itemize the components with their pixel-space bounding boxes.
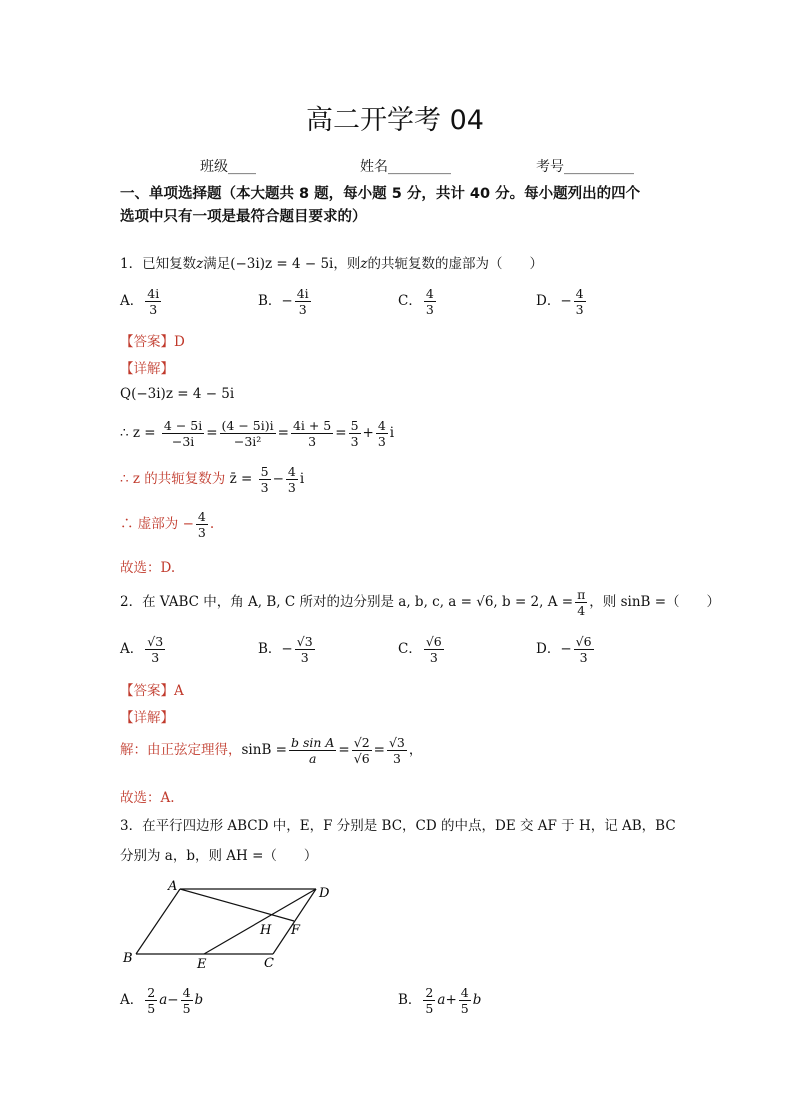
step-text: z̄ = xyxy=(229,471,253,487)
numerator: √2 xyxy=(353,735,370,750)
numerator: 4 xyxy=(460,985,469,1000)
q3-stem-line2: 分别为 a，b，则 AH =（ ） xyxy=(120,848,318,864)
numerator: 5 xyxy=(260,464,269,479)
numerator: 4 − 5i xyxy=(163,418,203,433)
step-text: i xyxy=(389,425,395,441)
denominator: 5 xyxy=(425,1001,434,1016)
operator: + xyxy=(445,992,457,1008)
q3-stem-line1: 3．在平行四边形 ABCD 中，E，F 分别是 BC，CD 的中点，DE 交 AF 于 H，记 AB，BC xyxy=(120,818,676,834)
option-label: D． xyxy=(536,293,561,309)
q1-detail-heading: 【详解】 xyxy=(120,361,174,377)
option-fraction xyxy=(145,286,161,317)
option-fraction xyxy=(424,286,436,317)
q2-stem-text-b: ，则 sinB =（ ） xyxy=(589,594,721,610)
fraction xyxy=(289,735,336,766)
q1-stem-text-d: 的共轭复数的虚部为（ ） xyxy=(367,256,543,272)
numerator: 4 xyxy=(575,286,584,301)
operator: − xyxy=(167,992,179,1008)
fraction xyxy=(349,418,361,449)
q1-stem-var-z: z xyxy=(196,256,204,272)
label-e: E xyxy=(197,957,207,971)
q2-solution xyxy=(120,735,422,766)
q1-step-1: Q(−3i)z = 4 − 5i xyxy=(120,386,235,402)
numerator: 5 xyxy=(350,418,359,433)
numerator: 4 xyxy=(182,985,191,1000)
denominator: 3 xyxy=(300,650,309,665)
q2-option-b xyxy=(258,634,317,665)
denominator: 3 xyxy=(429,650,438,665)
step-text: ∴ z 的共轭复数为 xyxy=(120,471,226,487)
numerator: 4i xyxy=(296,286,309,301)
id-field: 考号__________ xyxy=(536,159,634,175)
name-field: 姓名_________ xyxy=(360,159,451,175)
option-sign: − xyxy=(560,293,572,309)
fraction xyxy=(145,985,157,1016)
fraction xyxy=(376,418,388,449)
numerator: √6 xyxy=(425,634,442,649)
q1-stem xyxy=(120,252,543,272)
q1-stem-text-a: 1．已知复数 xyxy=(120,256,197,272)
denominator: −3i² xyxy=(233,434,262,449)
q3-parallelogram-figure xyxy=(118,876,338,971)
segment-de xyxy=(204,889,316,954)
vector-a: a xyxy=(437,992,446,1008)
label-c: C xyxy=(264,956,274,971)
denominator: 3 xyxy=(287,480,296,495)
numerator: √6 xyxy=(575,634,592,649)
q2-option-a xyxy=(120,634,167,665)
q1-choose: 故选：D. xyxy=(120,560,176,576)
numerator: 4 xyxy=(197,509,206,524)
step-text: ∴ z = xyxy=(120,425,156,441)
denominator: 3 xyxy=(350,434,359,449)
q1-option-d xyxy=(536,286,588,317)
denominator: 3 xyxy=(260,480,269,495)
q1-option-c xyxy=(398,286,438,317)
q2-stem xyxy=(120,587,720,618)
option-label: B． xyxy=(398,992,422,1008)
numerator: 4i + 5 xyxy=(292,418,332,433)
option-label: B． xyxy=(258,641,282,657)
denominator: 3 xyxy=(298,302,307,317)
q1-stem-text-b: 满足 xyxy=(203,256,231,272)
vector-b: b xyxy=(472,992,482,1008)
numerator: √3 xyxy=(388,735,405,750)
fraction xyxy=(181,985,193,1016)
numerator: b sin A xyxy=(290,735,335,750)
denominator: 4 xyxy=(577,603,586,618)
numerator: √3 xyxy=(296,634,313,649)
edge-dc xyxy=(273,889,316,954)
denominator: −3i xyxy=(171,434,195,449)
option-fraction xyxy=(295,634,315,665)
option-label: D． xyxy=(536,641,561,657)
label-a: A xyxy=(168,879,178,894)
denominator: 3 xyxy=(392,751,401,766)
q2-option-c xyxy=(398,634,446,665)
label-h: H xyxy=(260,923,272,938)
operator: = xyxy=(335,425,347,441)
section-heading-line2: 选项中只有一项是最符合题目要求的） xyxy=(120,209,367,225)
fraction xyxy=(459,985,471,1016)
numerator: 4 xyxy=(377,418,386,433)
numerator: π xyxy=(577,587,586,602)
numerator: 4i xyxy=(147,286,160,301)
fraction xyxy=(196,509,208,540)
q1-step-4 xyxy=(120,509,214,540)
fraction xyxy=(259,464,271,495)
fraction xyxy=(575,587,587,618)
step-text: sinB = xyxy=(241,742,287,758)
edge-ab xyxy=(136,889,180,954)
denominator: 3 xyxy=(149,302,158,317)
step-text: . xyxy=(209,516,215,532)
option-label: C． xyxy=(398,641,422,657)
option-label: A． xyxy=(120,641,144,657)
option-fraction xyxy=(295,286,311,317)
option-label: A． xyxy=(120,992,144,1008)
q2-detail-heading: 【详解】 xyxy=(120,710,174,726)
fraction xyxy=(352,735,372,766)
numerator: 2 xyxy=(147,985,156,1000)
numerator: 4 xyxy=(287,464,296,479)
denominator: 3 xyxy=(377,434,386,449)
label-b: B xyxy=(123,951,133,966)
q3-option-a xyxy=(120,985,203,1016)
step-text: i xyxy=(299,471,305,487)
step-text: ∴ 虚部为 − xyxy=(120,516,194,532)
denominator: √6 xyxy=(353,751,370,766)
numerator: √3 xyxy=(147,634,164,649)
operator: = xyxy=(277,425,289,441)
denominator: 5 xyxy=(147,1001,156,1016)
operator: = xyxy=(373,742,385,758)
step-text: ， xyxy=(408,742,423,758)
operator: = xyxy=(206,425,218,441)
option-fraction xyxy=(574,634,594,665)
q1-stem-equation: (−3i)z = 4 − 5i xyxy=(230,256,334,272)
option-fraction xyxy=(424,634,444,665)
denominator: 3 xyxy=(425,302,434,317)
numerator: 4 xyxy=(425,286,434,301)
page-title: 高二开学考 04 xyxy=(306,105,484,136)
fraction xyxy=(286,464,298,495)
step-text: 解：由正弦定理得， xyxy=(120,742,242,758)
q2-option-d xyxy=(536,634,596,665)
fraction xyxy=(291,418,333,449)
numerator: (4 − 5i)i xyxy=(221,418,274,433)
option-fraction xyxy=(574,286,586,317)
fraction xyxy=(423,985,435,1016)
operator: = xyxy=(338,742,350,758)
class-field: 班级____ xyxy=(200,159,256,175)
q2-choose: 故选：A. xyxy=(120,790,175,806)
option-label: C． xyxy=(398,293,422,309)
denominator: 3 xyxy=(575,302,584,317)
q1-option-a xyxy=(120,286,163,317)
operator: − xyxy=(272,471,284,487)
q1-step-2 xyxy=(120,418,394,449)
denominator: 5 xyxy=(182,1001,191,1016)
operator: + xyxy=(362,425,374,441)
q1-stem-text-c: ，则 xyxy=(333,256,361,272)
numerator: 2 xyxy=(425,985,434,1000)
q1-stem-var-z2: z xyxy=(360,256,368,272)
denominator: 3 xyxy=(151,650,160,665)
q1-answer: 【答案】D xyxy=(120,334,185,350)
option-sign: − xyxy=(560,641,572,657)
q1-step-3 xyxy=(120,464,304,495)
option-sign: − xyxy=(281,293,293,309)
fraction xyxy=(220,418,276,449)
option-label: A． xyxy=(120,293,144,309)
denominator: a xyxy=(308,751,317,766)
q1-option-b xyxy=(258,286,313,317)
denominator: 5 xyxy=(460,1001,469,1016)
q3-option-b xyxy=(398,985,481,1016)
denominator: 3 xyxy=(579,650,588,665)
vector-a: a xyxy=(159,992,168,1008)
section-heading-line1: 一、单项选择题（本大题共 8 题，每小题 5 分，共计 40 分。每小题列出的四个 xyxy=(120,186,641,202)
denominator: 3 xyxy=(197,525,206,540)
vector-b: b xyxy=(194,992,204,1008)
segment-af xyxy=(180,889,294,921)
label-f: F xyxy=(291,923,301,938)
q2-stem-text-a: 2．在 VABC 中，角 A, B, C 所对的边分别是 a, b, c, a = √6, b = 2, A = xyxy=(120,594,574,610)
option-fraction xyxy=(145,634,165,665)
q2-answer: 【答案】A xyxy=(120,683,184,699)
label-d: D xyxy=(319,886,330,901)
denominator: 3 xyxy=(308,434,317,449)
fraction xyxy=(387,735,407,766)
fraction xyxy=(162,418,204,449)
option-label: B． xyxy=(258,293,282,309)
option-sign: − xyxy=(281,641,293,657)
